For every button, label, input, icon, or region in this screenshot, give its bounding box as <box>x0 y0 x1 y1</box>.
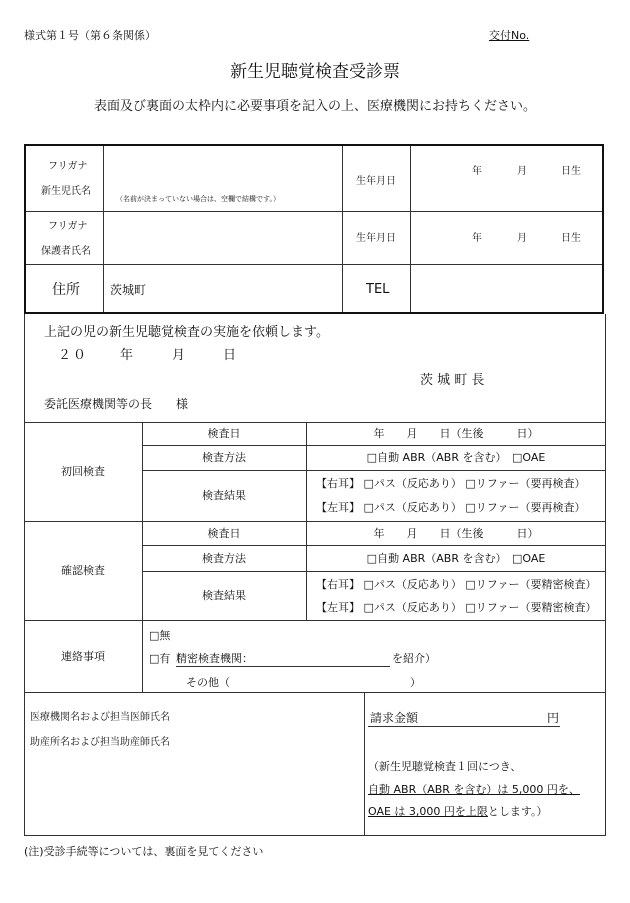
newborn-birth-month: 月 <box>517 166 527 177</box>
contact-label: 連絡事項 <box>61 649 105 663</box>
contact-other-close: ） <box>410 676 421 689</box>
request-day: 日 <box>223 348 237 363</box>
form-number: 様式第１号（第６条関係） <box>24 29 156 42</box>
first-exam-label: 初回検査 <box>61 465 105 478</box>
contact-facility-label: 精密検査機関： <box>176 652 253 665</box>
first-exam-left-ear: 【左耳】 □パス（反応あり） □リファー（要再検査） <box>316 501 586 514</box>
first-exam-result-label: 検査結果 <box>202 489 246 502</box>
guardian-birth-year: 年 <box>472 233 482 244</box>
confirm-exam-result-label: 検査結果 <box>202 589 246 602</box>
billing-note-line2: 自動 ABR（ABR を含む）は 5,000 円を、 <box>368 783 580 796</box>
contact-none-option: □無 <box>149 629 171 642</box>
confirm-exam-date-label: 検査日 <box>207 526 241 540</box>
contact-yes-suffix: を紹介） <box>392 652 436 665</box>
billing-note-oae: OAE は 3,000 円を上限 <box>368 805 488 818</box>
mayor-name: 茨 城 町 長 <box>420 373 485 388</box>
request-text: 上記の児の新生児聴覚検査の実施を依頼します。 <box>44 325 329 340</box>
tel-label: TEL <box>366 282 390 297</box>
issue-number-label: 交付No. <box>489 29 530 42</box>
confirm-exam-label: 確認検査 <box>61 564 105 577</box>
request-date-prefix: ２０ <box>58 348 89 363</box>
confirm-exam-method-value: □自動 ABR（ABR を含む） □OAE <box>366 551 546 565</box>
contact-yes-option: □有（ <box>149 652 182 665</box>
first-exam-date-value: 年 月 日（生後 日） <box>373 427 539 440</box>
guardian-birth-day: 日生 <box>561 233 581 244</box>
newborn-birth-year: 年 <box>472 166 482 177</box>
request-addressee: 委託医療機関等の長 様 <box>44 397 189 411</box>
page-title: 新生児聴覚検査受診票 <box>230 62 400 82</box>
confirm-exam-right-ear: 【右耳】 □パス（反応あり） □リファー（要精密検査） <box>316 578 597 591</box>
confirm-exam-left-ear: 【左耳】 □パス（反応あり） □リファー（要精密検査） <box>316 601 597 614</box>
first-exam-method-value: □自動 ABR（ABR を含む） □OAE <box>366 451 546 464</box>
address-value: 茨城町 <box>110 283 147 297</box>
first-exam-method-label: 検査方法 <box>202 451 246 464</box>
contact-other-label: その他（ <box>186 676 230 689</box>
billing-amount-label: 請求金額 <box>370 711 419 725</box>
newborn-birth-day: 日生 <box>561 166 581 177</box>
procedure-note: (注)受診手続等については、裏面を見てください <box>24 845 264 858</box>
billing-amount-unit: 円 <box>547 711 560 725</box>
billing-note-end: とします。） <box>487 805 548 818</box>
guardian-name-label: 保護者氏名 <box>41 246 91 257</box>
newborn-furigana-label: フリガナ <box>48 161 88 172</box>
midwife-label: 助産所名および担当助産師氏名 <box>30 737 170 748</box>
confirm-exam-method-label: 検査方法 <box>202 551 246 565</box>
billing-note-line3 <box>368 806 548 817</box>
newborn-name-note: （名前が決まっていない場合は、空欄で結構です。） <box>116 195 280 203</box>
guardian-birth-month: 月 <box>517 233 527 244</box>
first-exam-date-label: 検査日 <box>207 427 241 440</box>
request-year: 年 <box>120 348 134 363</box>
request-month: 月 <box>172 348 186 363</box>
address-label: 住所 <box>52 282 80 298</box>
contact-facility-underline <box>176 666 390 667</box>
guardian-birthdate-label: 生年月日 <box>356 233 396 244</box>
instruction-text: 表面及び裏面の太枠内に必要事項を記入の上、医療機関にお持ちください。 <box>93 99 536 114</box>
billing-amount-underline <box>368 726 560 727</box>
newborn-name-label: 新生児氏名 <box>41 186 91 197</box>
first-exam-right-ear: 【右耳】 □パス（反応あり） □リファー（要再検査） <box>316 477 586 490</box>
newborn-birthdate-label: 生年月日 <box>356 176 396 187</box>
billing-note-line1: （新生児聴覚検査１回につき、 <box>368 760 522 773</box>
confirm-exam-date-value: 年 月 日（生後 日） <box>373 526 539 540</box>
institution-doctor-label: 医療機関名および担当医師氏名 <box>30 712 170 723</box>
guardian-furigana-label: フリガナ <box>48 221 88 232</box>
